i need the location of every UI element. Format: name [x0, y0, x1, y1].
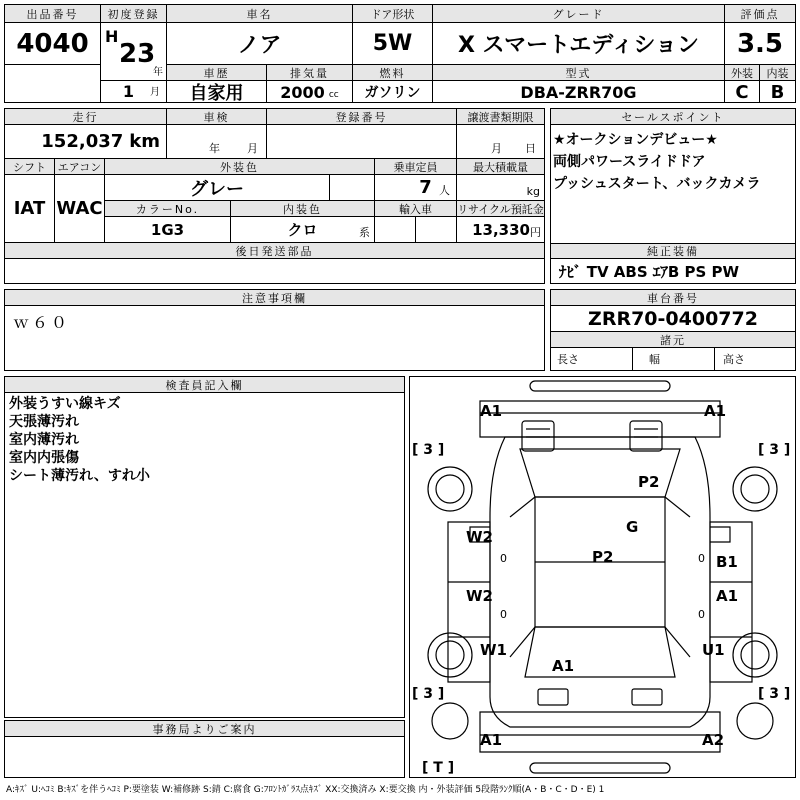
after-parts-label: 後日発送部品: [5, 243, 544, 259]
displacement-value: 2000: [280, 82, 325, 102]
office-title: 事務局よりご案内: [5, 721, 404, 737]
inspector-title: 検査員記入欄: [5, 377, 404, 393]
interior-label: 内装: [760, 65, 795, 81]
notes-title: 注意事項欄: [5, 290, 544, 306]
recycle-label: リサイクル預託金: [457, 202, 544, 216]
label-a1-center: A1: [552, 657, 575, 675]
aircon-value: WAC: [55, 175, 105, 243]
label-zero-ur: 0: [698, 552, 705, 565]
top-info-block: [4, 4, 796, 103]
mileage-label: 走行: [5, 109, 167, 125]
label-bracket-tr: [ 3 ]: [758, 442, 791, 458]
label-p2-top: P2: [638, 473, 660, 491]
ext-color-label: 外装色: [105, 159, 375, 175]
first-reg-month-cell: [101, 81, 167, 103]
sales-points-line-1: ★オークションデビュー★: [553, 132, 718, 148]
int-color-value: クロ: [287, 221, 318, 239]
year-unit: 年: [153, 67, 163, 78]
spec-length-cell: [551, 348, 633, 370]
displacement-unit: cc: [328, 90, 339, 100]
label-a1-bl: A1: [480, 731, 503, 749]
inspector-line-4: 室内内張傷: [9, 450, 79, 466]
spec-height-cell: [715, 348, 795, 370]
label-zero-lr: 0: [698, 608, 705, 621]
recycle-value: 13,330: [472, 220, 530, 239]
model-code-value: DBA-ZRR70G: [433, 81, 725, 103]
exterior-label: 外装: [725, 65, 760, 81]
transfer-label: 譲渡書類期限: [457, 109, 544, 125]
lot-no-label: 出品番号: [5, 5, 101, 23]
import-cell-a: [375, 217, 416, 243]
inspector-line-3: 室内薄汚れ: [9, 432, 79, 448]
lot-no-value: 4040: [5, 23, 101, 65]
label-a1-right: A1: [716, 587, 739, 605]
exterior-value: C: [725, 81, 760, 103]
displacement-cell: [267, 81, 353, 103]
spec-length-label: 長さ: [557, 353, 579, 366]
chassis-title: 車台番号: [551, 290, 795, 306]
capacity-cell: [375, 175, 457, 201]
mileage-cell: [5, 125, 167, 159]
color-no-value: 1G3: [105, 217, 231, 243]
fuel-label: 燃料: [353, 65, 433, 81]
inspection-cell: [167, 125, 267, 159]
car-name-label: 車名: [167, 5, 353, 23]
transfer-month-unit: 月: [491, 142, 502, 155]
label-a1-tl: A1: [480, 402, 503, 420]
inspector-block: [4, 376, 405, 718]
first-reg-year-cell: [101, 23, 167, 81]
sales-points-title: セールスポイント: [551, 109, 795, 125]
shift-label: シフト: [5, 159, 55, 175]
door-type-label: ドア形状: [353, 5, 433, 23]
sales-points-line-2: 両側パワースライドドア: [553, 154, 706, 170]
spec-height-label: 高さ: [723, 353, 745, 366]
fuel-value: ガソリン: [353, 81, 433, 103]
transfer-cell: [457, 125, 544, 159]
km-unit: km: [129, 131, 160, 152]
capacity-label: 乗車定員: [375, 159, 457, 175]
notes-block: [4, 289, 545, 371]
max-load-label: 最大積載量: [457, 159, 544, 175]
lot-no-blank: [5, 65, 101, 103]
sales-points-line-3: プッシュスタート、バックカメラ: [553, 176, 761, 192]
ext-color-value: グレー: [105, 175, 330, 201]
after-parts-cell: [5, 259, 544, 283]
first-reg-label: 初度登録: [101, 5, 167, 23]
label-zero-ll: 0: [500, 608, 507, 621]
inspection-month-unit: 月: [247, 142, 258, 155]
label-w1: W1: [480, 641, 507, 659]
mileage-value: 152,037: [41, 131, 124, 152]
history-value: 自家用: [167, 81, 267, 103]
label-p2-mid: P2: [592, 548, 614, 566]
reg-no-cell: [267, 125, 457, 159]
month-unit: 月: [150, 87, 160, 98]
car-name-value: ノア: [167, 23, 353, 65]
label-a1-tr: A1: [704, 402, 727, 420]
person-unit: 人: [439, 184, 450, 197]
grade-label: グレード: [433, 5, 725, 23]
sales-points-block: [550, 108, 796, 284]
capacity-value: 7: [419, 177, 432, 198]
office-block: [4, 720, 405, 778]
inspector-line-1: 外装うすい線キズ: [9, 396, 121, 412]
recycle-cell: [457, 217, 544, 243]
label-zero-ul: 0: [500, 552, 507, 565]
car-diagram-block: [409, 376, 796, 778]
inspection-label: 車検: [167, 109, 267, 125]
label-bracket-bl: [ 3 ]: [412, 686, 445, 702]
inspector-line-5: シート薄汚れ、すれ小: [9, 468, 150, 484]
score-value: 3.5: [725, 23, 795, 65]
yen-unit: 円: [530, 226, 541, 239]
shift-value: IAT: [5, 175, 55, 243]
model-code-label: 型式: [433, 65, 725, 81]
label-w2-lower: W2: [466, 587, 493, 605]
spec-width-cell: [633, 348, 715, 370]
interior-value: B: [770, 81, 785, 103]
chassis-value: ZRR70-0400772: [551, 306, 795, 332]
import-cell-b: [416, 217, 457, 243]
era-value: H: [105, 27, 119, 46]
door-type-value: 5W: [353, 23, 433, 65]
label-w2-upper: W2: [466, 528, 493, 546]
int-color-label: 内装色: [231, 201, 375, 217]
equipment-title: 純正装備: [551, 243, 795, 259]
spec-title: 諸元: [551, 332, 795, 348]
displacement-label: 排気量: [267, 65, 353, 81]
int-color-cell: [231, 217, 375, 243]
grade-value: X スマートエディション: [433, 23, 725, 65]
label-t-marker: [ T ]: [422, 760, 455, 776]
kei-unit: 系: [359, 226, 370, 239]
equipment-value: ﾅﾋﾞ TV ABS ｴｱB PS PW: [559, 263, 740, 281]
inspection-year-unit: 年: [209, 142, 220, 155]
year-value: 23: [119, 39, 156, 69]
label-bracket-tl: [ 3 ]: [412, 442, 445, 458]
label-a2-br: A2: [702, 731, 725, 749]
label-bracket-br: [ 3 ]: [758, 686, 791, 702]
label-b1: B1: [716, 553, 738, 571]
score-label: 評価点: [725, 5, 795, 23]
import-label: 輸入車: [375, 201, 457, 217]
spec-width-label: 幅: [649, 353, 660, 366]
transfer-day-unit: 日: [525, 142, 536, 155]
ext-color-extra: [330, 175, 375, 201]
aircon-label: エアコン: [55, 159, 105, 175]
month-value: 1: [122, 82, 135, 101]
inspector-line-2: 天張薄汚れ: [9, 414, 79, 430]
car-diagram: [410, 377, 795, 777]
history-label: 車歴: [167, 65, 267, 81]
notes-value: ｗ６０: [13, 313, 71, 332]
kg-unit: kg: [526, 185, 540, 198]
inspector-notes: [9, 395, 150, 485]
label-g: G: [626, 518, 639, 536]
reg-no-label: 登録番号: [267, 109, 457, 125]
vehicle-detail-block: [4, 108, 545, 284]
color-no-label: カラーNo.: [105, 201, 231, 217]
label-u1: U1: [702, 641, 725, 659]
max-load-cell: [457, 175, 544, 201]
chassis-block: [550, 289, 796, 371]
legend: A:ｷｽﾞ U:ﾍｺﾐ B:ｷｽﾞを伴うﾍｺﾐ P:要塗装 W:補修跡 S:錆 C:腐食 G:ﾌﾛﾝﾄｶﾞﾗｽ点ｷｽﾞ XX:交換済み X:要交換 内・外装評価 5段階ﾗﾝｸ順(A・B・C・D・E) 1: [6, 785, 605, 795]
